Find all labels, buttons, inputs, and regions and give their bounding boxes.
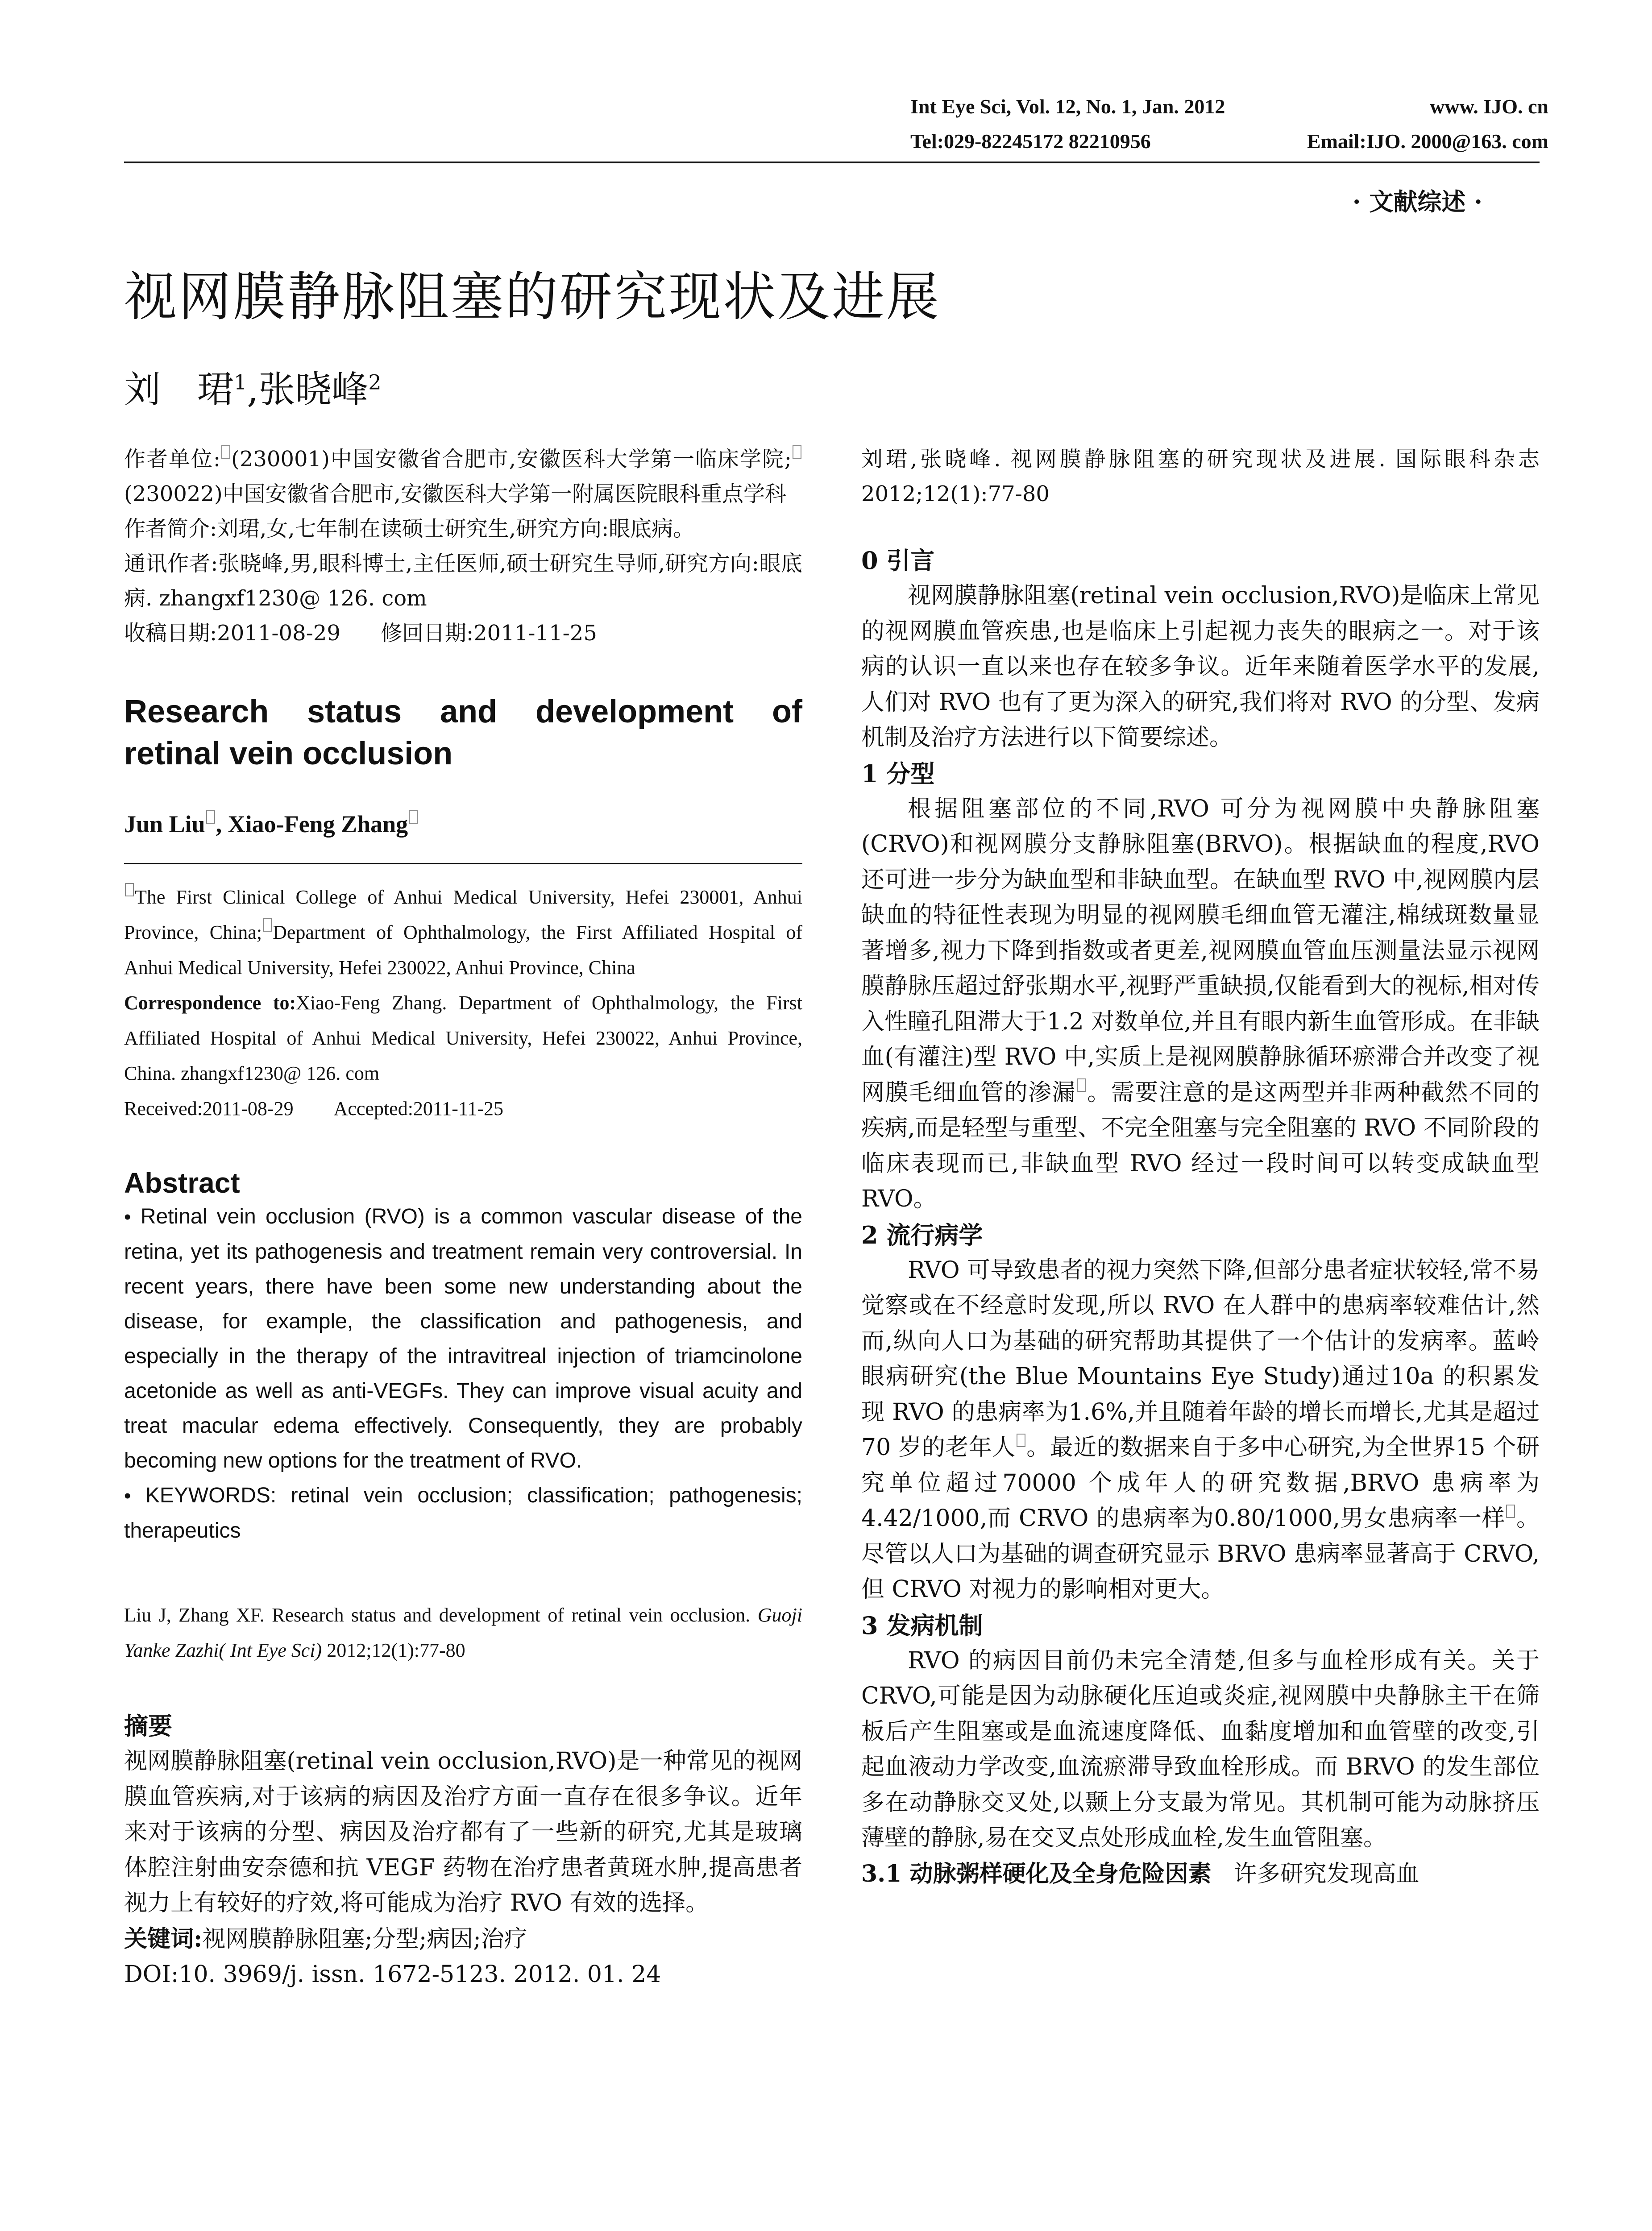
english-title-line-1: Research status and development of [124,694,802,730]
citation-en [124,1597,802,1668]
section-3-heading: 3 发病机制 [861,1611,983,1640]
english-author-1: Jun Liu [124,811,205,838]
english-affiliation [124,879,802,985]
affil-mark-icon [206,810,215,824]
citation-en-text: Liu J, Zhang XF. Research status and development of retinal vein occlusion. [124,1604,751,1626]
abstract-body: Retinal vein occlusion (RVO) is a common vascular disease of the retina, yet its pathogenesis and treatment remain very controversial. In recent years, there have been some new understanding about the disease, for example, the classification and pathogenesis, and especially in the therapy of the intravitreal injection of triamcinolone acetonide as well as anti-VEGFs. They can improve visual acuity and treat macular edema effectively. Consequently, they are probably becoming new options for the treatment of RVO. [124,1205,803,1472]
right-column [861,442,1540,1892]
journal-header [910,95,1548,118]
author-list [124,361,382,413]
section-3-text: RVO 的病因目前仍未完全清楚,但多与血栓形成有关。关于 CRVO,可能是因为动脉硬化压迫或炎症,视网膜中央静脉主干在筛板后产生阻塞或是血流速度降低、血黏度增加和血管壁的改变,引起血液动力学改变,血流瘀滞导致血栓形成。而 BRVO 的发生部位多在动静脉交叉处,以颞上分支最为常见。其机制可能为动脉挤压薄壁的静脉,易在交叉点处形成血栓,发生血管阻塞。 [861,1647,1540,1851]
english-affiliation-2: Department of Ophthalmology, the First Affiliated Hospital of Anhui Medical University, Hefei 230022, Anhui Province, China [124,921,802,979]
header-rule [124,162,1540,163]
section-1-text [861,792,1540,1217]
citation-en-journal: Guoji Yanke Zazhi( Int Eye Sci) [124,1604,803,1661]
section-3-1-heading: 3.1 动脉粥样硬化及全身危险因素 [861,1860,1212,1887]
keywords-body: KEYWORDS: retinal vein occlusion; classification; pathogenesis; therapeutics [124,1484,803,1543]
section-1-text-b: 。需要注意的是这两型并非两种截然不同的疾病,而是轻型与重型、不完全阻塞与完全阻塞的 RVO 不同阶段的临床表现而已,非缺血型 RVO 经过一段时间可以转变成缺血型 RVO。 [861,1079,1540,1212]
affil-mark-icon [263,918,272,932]
paper-title: 视网膜静脉阻塞的研究现状及进展 [124,266,941,328]
affiliation-label: 作者单位: [124,447,221,472]
journal-contact [910,129,1548,153]
citation-cn: 刘珺,张晓峰. 视网膜静脉阻塞的研究现状及进展. 国际眼科杂志 2012;12(1):77-80 [861,447,1540,506]
affil-mark-icon [409,810,418,824]
chinese-keywords-body: 视网膜静脉阻塞;分型;病因;治疗 [202,1925,527,1953]
revised-date-cn: 修回日期:2011-11-25 [380,621,597,646]
section-1-text-a: 根据阻塞部位的不同,RVO 可分为视网膜中央静脉阻塞(CRVO)和视网膜分支静脉阻塞(BRVO)。根据缺血的程度,RVO 还可进一步分为缺血型和非缺血型。在缺血型 RVO 中,视网膜内层缺血的特征性表现为明显的视网膜毛细血管无灌注,棉绒斑数量显著增多,视力下降到指数或者更差,视网膜血管血压测量法显示视网膜静脉压超过舒张期水平,视野严重缺损,仅能看到大的视标,相对传入性瞳孔阻滞大于1.2 对数单位,并且有眼内新生血管形成。在非缺血(有灌注)型 RVO 中,实质上是视网膜静脉循环瘀滞合并改变了视网膜毛细血管的渗漏 [861,795,1540,1106]
author-separator: , [247,369,259,411]
chinese-abstract: 视网膜静脉阻塞(retinal vein occlusion,RVO)是一种常见的视网膜血管疾病,对于该病的病因及治疗方面一直存在很多争议。近年来对于该病的分型、病因及治疗都有了一些新的研究,尤其是玻璃体腔注射曲安奈德和抗 VEGF 药物在治疗患者黄斑水肿,提高患者视力上有较好的疗效,将可能成为治疗 RVO 有效的选择。 [124,1748,802,1916]
section-0-heading: 0 引言 [861,546,935,575]
chinese-keywords-label: 关键词: [124,1925,203,1953]
received-date-en: Received:2011-08-29 [124,1098,294,1120]
abstract-text [124,1199,802,1478]
english-author-separator: , [216,811,228,838]
chinese-keywords [124,1921,802,1957]
author-2-affil-mark: 2 [368,370,382,394]
left-column [124,442,802,1993]
chinese-abstract-heading: 摘要 [124,1712,172,1740]
section-1-heading: 1 分型 [861,759,935,788]
english-author-2: Xiao-Feng Zhang [228,811,408,838]
journal-email: Email:IJO. 2000@163. com [1307,130,1548,153]
doi: DOI:10. 3969/j. issn. 1672-5123. 2012. 01. 24 [124,1961,661,1988]
affil-mark-icon [125,883,134,896]
received-date-cn: 收稿日期:2011-08-29 [124,621,340,646]
citation-mark-icon [1506,1505,1515,1518]
bullet-icon: • [124,1485,131,1507]
journal-tel: Tel:029-82245172 82210956 [910,130,1151,153]
journal-info: Int Eye Sci, Vol. 12, No. 1, Jan. 2012 [910,95,1225,118]
correspondence-label: Correspondence to: [124,992,296,1014]
english-affiliation-1: The First Clinical College of Anhui Medical University, Hefei 230001, Anhui Province, China; [124,886,802,943]
affil-mark-icon [221,445,230,459]
english-authors [124,810,802,838]
section-3-1 [861,1856,1540,1892]
author-2: 张晓峰 [258,369,369,411]
author-1: 刘 珺 [124,369,234,411]
section-3-1-text: 许多研究发现高血 [1233,1860,1420,1887]
abstract-heading: Abstract [124,1167,240,1199]
affiliation-1: (230001)中国安徽省合肥市,安徽医科大学第一临床学院; [231,447,792,472]
keywords-en [124,1478,802,1548]
citation-mark-icon [1017,1434,1025,1447]
citation-mark-icon [1077,1078,1086,1092]
corresponding-author-cn: 通讯作者:张晓峰,男,眼科博士,主任医师,硕士研究生导师,研究方向:眼底病. zhangxf1230@ 126. com [124,551,802,611]
affil-mark-icon [793,445,801,459]
dates-en [124,1091,802,1126]
affiliation-2: (230022)中国安徽省合肥市,安徽医科大学第一附属医院眼科重点学科 [124,481,786,506]
dates-cn [124,616,802,651]
section-2-text-a: RVO 可导致患者的视力突然下降,但部分患者症状较轻,常不易觉察或在不经意时发现,所以 RVO 在人群中的患病率较难估计,然而,纵向人口为基础的研究帮助其提供了一个估计的发病率。蓝岭眼病研究(the Blue Mountains Eye Study)通过10a 的积累发现 RVO 的患病率为1.6%,并且随着年龄的增长而增长,尤其是超过70 岁的老年人 [861,1256,1540,1461]
section-2-heading: 2 流行病学 [861,1220,983,1249]
english-title-line-2: retinal vein occlusion [124,736,453,771]
affiliation-cn [124,442,802,511]
accepted-date-en: Accepted:2011-11-25 [333,1098,503,1120]
citation-en-volume: 2012;12(1):77-80 [327,1639,465,1661]
bullet-icon: • [124,1206,131,1228]
journal-website: www. IJO. cn [1430,95,1548,118]
author-bio: 作者简介:刘珺,女,七年制在读硕士研究生,研究方向:眼底病。 [124,516,695,541]
section-2-text [861,1253,1540,1608]
section-tag: · 文献综述 · [1352,187,1482,216]
correspondence-text: Xiao-Feng Zhang. Department of Ophthalmology, the First Affiliated Hospital of Anhui Medical University, Hefei 230022, Anhui Province, China. zhangxf1230@ 126. com [124,992,802,1084]
author-1-affil-mark: 1 [234,370,247,394]
section-0-text: 视网膜静脉阻塞(retinal vein occlusion,RVO)是临床上常见的视网膜血管疾患,也是临床上引起视力丧失的眼病之一。对于该病的认识一直以来也存在较多争议。近年来随着医学水平的发展,人们对 RVO 也有了更为深入的研究,我们将对 RVO 的分型、发病机制及治疗方法进行以下简要综述。 [861,582,1540,751]
section-2-text-b: 。最近的数据来自于多中心研究,为全世界15 个研究单位超过70000 个成年人的研究数据,BRVO 患病率为4.42/1000,而 CRVO 的患病率为0.80/1000,男女患病率一样 [861,1434,1540,1532]
section-2-text-c: 。尽管以人口为基础的调查研究显示 BRVO 患病率显著高于 CRVO,但 CRVO 对视力的影响相对更大。 [861,1505,1540,1603]
correspondence-en [124,985,802,1091]
